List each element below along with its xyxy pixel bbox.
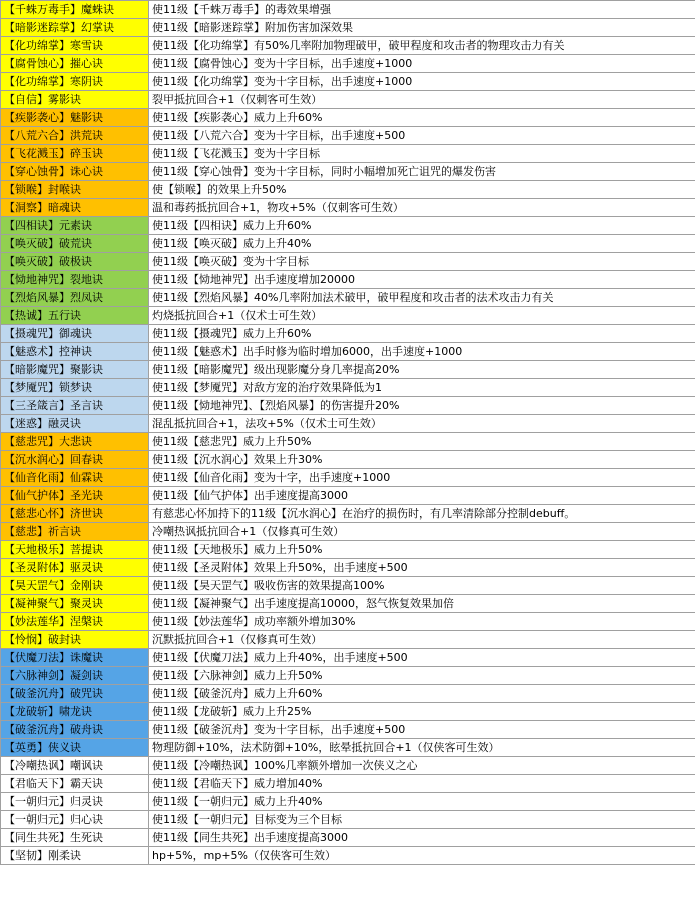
skill-effect-cell[interactable]: 使11级【天地极乐】威力上升50% [149, 541, 695, 559]
skill-name-cell[interactable]: 【凝神聚气】聚灵诀 [1, 595, 149, 613]
skill-effect-cell[interactable]: 使11级【恸地神咒】出手速度增加20000 [149, 271, 695, 289]
table-row [1, 37, 695, 55]
skill-effect-cell[interactable]: 使11级【烈焰风暴】40%几率附加法术破甲，破甲程度和攻击者的法术攻击力有关 [149, 289, 695, 307]
table-row [1, 307, 695, 325]
skill-effect-cell[interactable]: 使11级【魅惑术】出手时修为临时增加6000，出手速度+1000 [149, 343, 695, 361]
skill-name-cell[interactable]: 【恸地神咒】裂地诀 [1, 271, 149, 289]
skill-name-cell[interactable]: 【疾影袭心】魅影诀 [1, 109, 149, 127]
skill-name-cell[interactable]: 【一朝归元】归灵诀 [1, 793, 149, 811]
table-row [1, 775, 695, 793]
table-row [1, 793, 695, 811]
table-row [1, 505, 695, 523]
skill-name-cell[interactable]: 【魅惑术】控神诀 [1, 343, 149, 361]
skill-name-cell[interactable]: 【坚韧】刚柔诀 [1, 847, 149, 865]
skill-effect-cell[interactable]: 使11级【伏魔刀法】威力上升40%，出手速度+500 [149, 649, 695, 667]
skill-effect-cell[interactable]: 使11级【仙音化雨】变为十字，出手速度+1000 [149, 469, 695, 487]
table-row [1, 289, 695, 307]
skill-name-cell[interactable]: 【破釜沉舟】破舟诀 [1, 721, 149, 739]
skill-name-cell[interactable]: 【自信】雾影诀 [1, 91, 149, 109]
skill-effect-cell[interactable]: 使11级【沉水润心】效果上升30% [149, 451, 695, 469]
table-row [1, 559, 695, 577]
skill-effect-cell[interactable]: 使11级【恸地神咒】、【烈焰风暴】的伤害提升20% [149, 397, 695, 415]
skill-name-cell[interactable]: 【化功绵掌】寒雪诀 [1, 37, 149, 55]
table-row [1, 19, 695, 37]
skill-name-cell[interactable]: 【暗影魔咒】聚影诀 [1, 361, 149, 379]
table-row [1, 487, 695, 505]
skill-name-cell[interactable]: 【天地极乐】菩提诀 [1, 541, 149, 559]
table-row [1, 685, 695, 703]
skill-name-cell[interactable]: 【穿心蚀骨】诛心诀 [1, 163, 149, 181]
table-row [1, 397, 695, 415]
skill-name-cell[interactable]: 【烈焰风暴】烈凤诀 [1, 289, 149, 307]
table-row [1, 433, 695, 451]
table-row [1, 55, 695, 73]
skill-effect-cell[interactable]: 裂甲抵抗回合+1（仅刺客可生效） [149, 91, 695, 109]
skill-effect-cell[interactable]: 使11级【疾影袭心】威力上升60% [149, 109, 695, 127]
skill-effect-cell[interactable]: 使11级【仙气护体】出手速度提高3000 [149, 487, 695, 505]
skill-effect-cell[interactable]: 使11级【一朝归元】目标变为三个目标 [149, 811, 695, 829]
skill-effect-cell[interactable]: 使11级【破釜沉舟】变为十字目标，出手速度+500 [149, 721, 695, 739]
table-row [1, 541, 695, 559]
table-row [1, 379, 695, 397]
skill-name-cell[interactable]: 【冷嘲热讽】嘲讽诀 [1, 757, 149, 775]
skill-effect-cell[interactable]: 使11级【昊天罡气】吸收伤害的效果提高100% [149, 577, 695, 595]
skill-effect-cell[interactable]: 使11级【穿心蚀骨】变为十字目标，同时小幅增加死亡诅咒的爆发伤害 [149, 163, 695, 181]
skill-effect-cell[interactable]: 使11级【圣灵附体】效果上升50%，出手速度+500 [149, 559, 695, 577]
table-row [1, 1, 695, 19]
skill-name-cell[interactable]: 【飞花溅玉】碎玉诀 [1, 145, 149, 163]
table-row [1, 667, 695, 685]
skill-name-cell[interactable]: 【沉水润心】回春诀 [1, 451, 149, 469]
skill-name-cell[interactable]: 【慈悲心怀】济世诀 [1, 505, 149, 523]
skill-effect-cell[interactable]: 使11级【一朝归元】威力上升40% [149, 793, 695, 811]
skill-effect-cell[interactable]: 沉默抵抗回合+1（仅修真可生效） [149, 631, 695, 649]
table-row [1, 829, 695, 847]
skill-name-cell[interactable]: 【四相诀】元素诀 [1, 217, 149, 235]
skill-name-cell[interactable]: 【昊天罡气】金刚诀 [1, 577, 149, 595]
table-row [1, 451, 695, 469]
skill-effect-cell[interactable]: 使11级【梦魇咒】对敌方宠的治疗效果降低为1 [149, 379, 695, 397]
skill-effect-cell[interactable]: 使11级【化功绵掌】变为十字目标，出手速度+1000 [149, 73, 695, 91]
skill-name-cell[interactable]: 【英勇】侠义诀 [1, 739, 149, 757]
table-row [1, 109, 695, 127]
skill-name-cell[interactable]: 【破釜沉舟】破咒诀 [1, 685, 149, 703]
skill-effect-cell[interactable]: hp+5%，mp+5%（仅侠客可生效） [149, 847, 695, 865]
skill-name-cell[interactable]: 【唤灭破】破极诀 [1, 253, 149, 271]
table-row [1, 127, 695, 145]
skill-name-cell[interactable]: 【龙破斩】啸龙诀 [1, 703, 149, 721]
table-row [1, 613, 695, 631]
skill-effect-cell[interactable]: 温和毒药抵抗回合+1，物攻+5%（仅刺客可生效） [149, 199, 695, 217]
table-row [1, 577, 695, 595]
table-row [1, 739, 695, 757]
skill-name-cell[interactable]: 【热诚】五行诀 [1, 307, 149, 325]
table-row [1, 757, 695, 775]
skill-effect-cell[interactable]: 使11级【飞花溅玉】变为十字目标 [149, 145, 695, 163]
skill-effect-cell[interactable]: 使11级【唤灭破】威力上升40% [149, 235, 695, 253]
skill-effect-cell[interactable]: 使11级【四相诀】威力上升60% [149, 217, 695, 235]
table-row [1, 721, 695, 739]
table-row [1, 595, 695, 613]
table-row [1, 235, 695, 253]
skill-effect-cell[interactable]: 使11级【八荒六合】变为十字目标，出手速度+500 [149, 127, 695, 145]
table-row [1, 811, 695, 829]
table-row [1, 217, 695, 235]
table-row [1, 415, 695, 433]
skill-name-cell[interactable]: 【腐骨蚀心】摧心诀 [1, 55, 149, 73]
skill-effect-cell[interactable]: 使11级【唤灭破】变为十字目标 [149, 253, 695, 271]
table-row [1, 361, 695, 379]
skill-effect-cell[interactable]: 使11级【暗影魔咒】级出现影魔分身几率提高20% [149, 361, 695, 379]
skill-name-cell[interactable]: 【妙法莲华】涅槃诀 [1, 613, 149, 631]
skill-name-cell[interactable]: 【梦魇咒】锁梦诀 [1, 379, 149, 397]
skill-effect-cell[interactable]: 冷嘲热讽抵抗回合+1（仅修真可生效） [149, 523, 695, 541]
skill-effect-cell[interactable]: 使11级【冷嘲热讽】100%几率额外增加一次侠义之心 [149, 757, 695, 775]
skill-name-cell[interactable]: 【怜悯】破封诀 [1, 631, 149, 649]
skill-effect-cell[interactable]: 使11级【六脉神剑】威力上升50% [149, 667, 695, 685]
skill-effect-cell[interactable]: 使11级【同生共死】出手速度提高3000 [149, 829, 695, 847]
skill-name-cell[interactable]: 【慈悲咒】大悲诀 [1, 433, 149, 451]
skill-name-cell[interactable]: 【一朝归元】归心诀 [1, 811, 149, 829]
skill-effect-cell[interactable]: 使11级【腐骨蚀心】变为十字目标，出手速度+1000 [149, 55, 695, 73]
table-row [1, 847, 695, 865]
skill-name-cell[interactable]: 【锁喉】封喉诀 [1, 181, 149, 199]
skill-effect-cell[interactable]: 物理防御+10%，法术防御+10%，眩晕抵抗回合+1（仅侠客可生效） [149, 739, 695, 757]
table-row [1, 163, 695, 181]
skill-name-cell[interactable]: 【三圣箴言】圣言诀 [1, 397, 149, 415]
table-row [1, 199, 695, 217]
table-row [1, 253, 695, 271]
skill-name-cell[interactable]: 【君临天下】霸天诀 [1, 775, 149, 793]
skill-table-body [1, 1, 695, 865]
table-row [1, 469, 695, 487]
skill-name-cell[interactable]: 【摄魂咒】御魂诀 [1, 325, 149, 343]
skill-name-cell[interactable]: 【化功绵掌】寒阴诀 [1, 73, 149, 91]
skill-name-cell[interactable]: 【暗影迷踪掌】幻掌诀 [1, 19, 149, 37]
skill-effect-cell[interactable]: 使11级【摄魂咒】威力上升60% [149, 325, 695, 343]
skill-effect-cell[interactable]: 灼烧抵抗回合+1（仅术士可生效） [149, 307, 695, 325]
skill-name-cell[interactable]: 【八荒六合】洪荒诀 [1, 127, 149, 145]
table-row [1, 325, 695, 343]
table-row [1, 91, 695, 109]
skill-name-cell[interactable]: 【圣灵附体】驱灵诀 [1, 559, 149, 577]
table-row [1, 271, 695, 289]
skill-effect-cell[interactable]: 混乱抵抗回合+1，法攻+5%（仅术士可生效） [149, 415, 695, 433]
skill-effect-cell[interactable]: 使11级【暗影迷踪掌】附加伤害加深效果 [149, 19, 695, 37]
table-row [1, 343, 695, 361]
skill-name-cell[interactable]: 【仙音化雨】仙霖诀 [1, 469, 149, 487]
skill-name-cell[interactable]: 【洞察】暗魂诀 [1, 199, 149, 217]
skill-name-cell[interactable]: 【伏魔刀法】诛魔诀 [1, 649, 149, 667]
skill-effect-cell[interactable]: 使【锁喉】的效果上升50% [149, 181, 695, 199]
table-row [1, 73, 695, 91]
skill-name-cell[interactable]: 【六脉神剑】凝剑诀 [1, 667, 149, 685]
table-row [1, 649, 695, 667]
table-row [1, 181, 695, 199]
skill-effect-cell[interactable]: 有慈悲心怀加持下的11级【沉水润心】在治疗的损伤时，有几率清除部分控制debuff。 [149, 505, 695, 523]
skill-effect-cell[interactable]: 使11级【凝神聚气】出手速度提高10000，怒气恢复效果加倍 [149, 595, 695, 613]
skill-effect-cell[interactable]: 使11级【君临天下】威力增加40% [149, 775, 695, 793]
table-row [1, 523, 695, 541]
skill-name-cell[interactable]: 【迷惑】融灵诀 [1, 415, 149, 433]
skill-name-cell[interactable]: 【同生共死】生死诀 [1, 829, 149, 847]
table-row [1, 145, 695, 163]
skill-name-cell[interactable]: 【慈悲】祈言诀 [1, 523, 149, 541]
skill-effect-cell[interactable]: 使11级【妙法莲华】成功率额外增加30% [149, 613, 695, 631]
skill-effect-cell[interactable]: 使11级【慈悲咒】威力上升50% [149, 433, 695, 451]
skill-name-cell[interactable]: 【千蛛万毒手】魔蛛诀 [1, 1, 149, 19]
skill-effect-cell[interactable]: 使11级【破釜沉舟】威力上升60% [149, 685, 695, 703]
table-row [1, 631, 695, 649]
skill-effect-cell[interactable]: 使11级【化功绵掌】有50%几率附加物理破甲，破甲程度和攻击者的物理攻击力有关 [149, 37, 695, 55]
skill-effect-cell[interactable]: 使11级【千蛛万毒手】的毒效果增强 [149, 1, 695, 19]
skill-name-cell[interactable]: 【仙气护体】圣光诀 [1, 487, 149, 505]
skill-effect-cell[interactable]: 使11级【龙破斩】威力上升25% [149, 703, 695, 721]
skill-name-cell[interactable]: 【唤灭破】破荒诀 [1, 235, 149, 253]
table-row [1, 703, 695, 721]
